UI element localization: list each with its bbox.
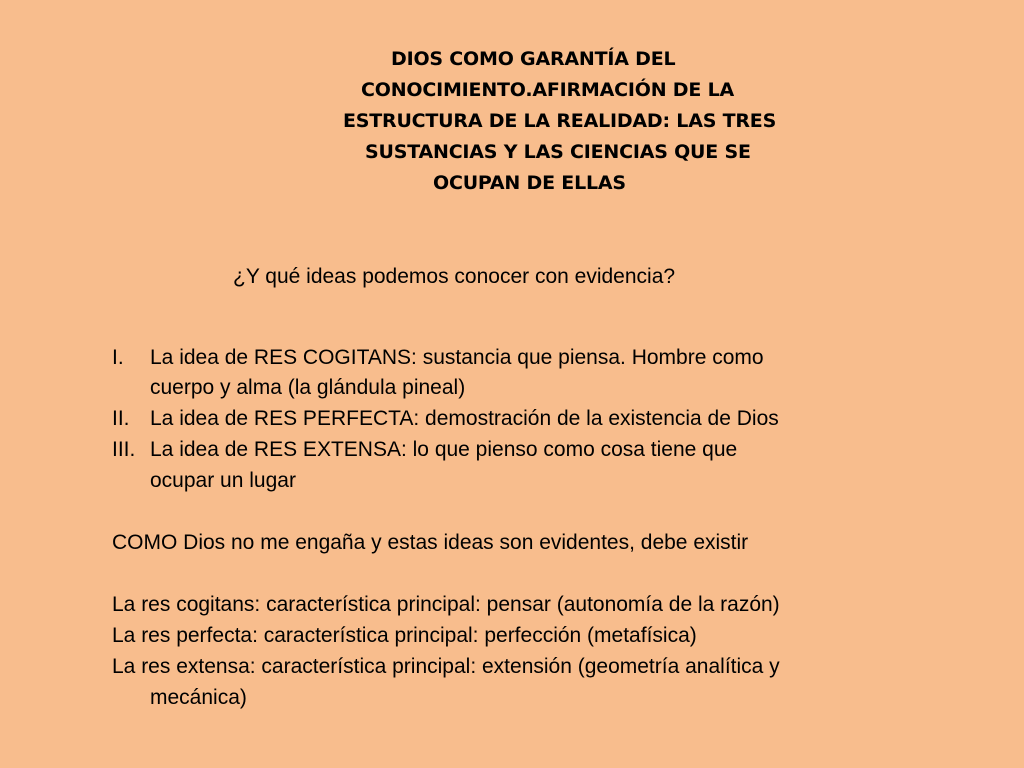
idea-1-line-1: La idea de RES COGITANS: sustancia que piensa. Hombre como <box>150 346 764 369</box>
slide-title-line-4: SUSTANCIAS Y LAS CIENCIAS QUE SE <box>365 141 751 163</box>
idea-1-line-2: cuerpo y alma (la glándula pineal) <box>150 376 466 399</box>
idea-2-number: II. <box>112 407 130 430</box>
idea-1-number: I. <box>112 346 124 369</box>
question-text: ¿Y qué ideas podemos conocer con evidencia? <box>233 265 676 288</box>
slide-title-line-2: CONOCIMIENTO.AFIRMACIÓN DE LA <box>361 79 734 101</box>
characteristic-res-extensa: La res extensa: característica principal: extensión (geometría analítica y <box>112 655 780 678</box>
characteristic-res-perfecta: La res perfecta: característica principal: perfección (metafísica) <box>112 624 697 647</box>
slide-title-line-5: OCUPAN DE ELLAS <box>433 172 626 194</box>
idea-3-number: III. <box>112 438 136 461</box>
slide-title-line-3: ESTRUCTURA DE LA REALIDAD: LAS TRES <box>343 110 777 132</box>
characteristic-res-extensa-continuation: mecánica) <box>150 686 247 709</box>
slide-title-line-1: DIOS COMO GARANTÍA DEL <box>391 48 676 70</box>
idea-2-line-1: La idea de RES PERFECTA: demostración de la existencia de Dios <box>150 407 779 430</box>
idea-3-line-1: La idea de RES EXTENSA: lo que pienso como cosa tiene que <box>150 438 738 461</box>
conclusion-text: COMO Dios no me engaña y estas ideas son evidentes, debe existir <box>112 531 749 554</box>
characteristic-res-cogitans: La res cogitans: característica principal: pensar (autonomía de la razón) <box>112 593 780 616</box>
idea-3-line-2: ocupar un lugar <box>150 469 296 492</box>
